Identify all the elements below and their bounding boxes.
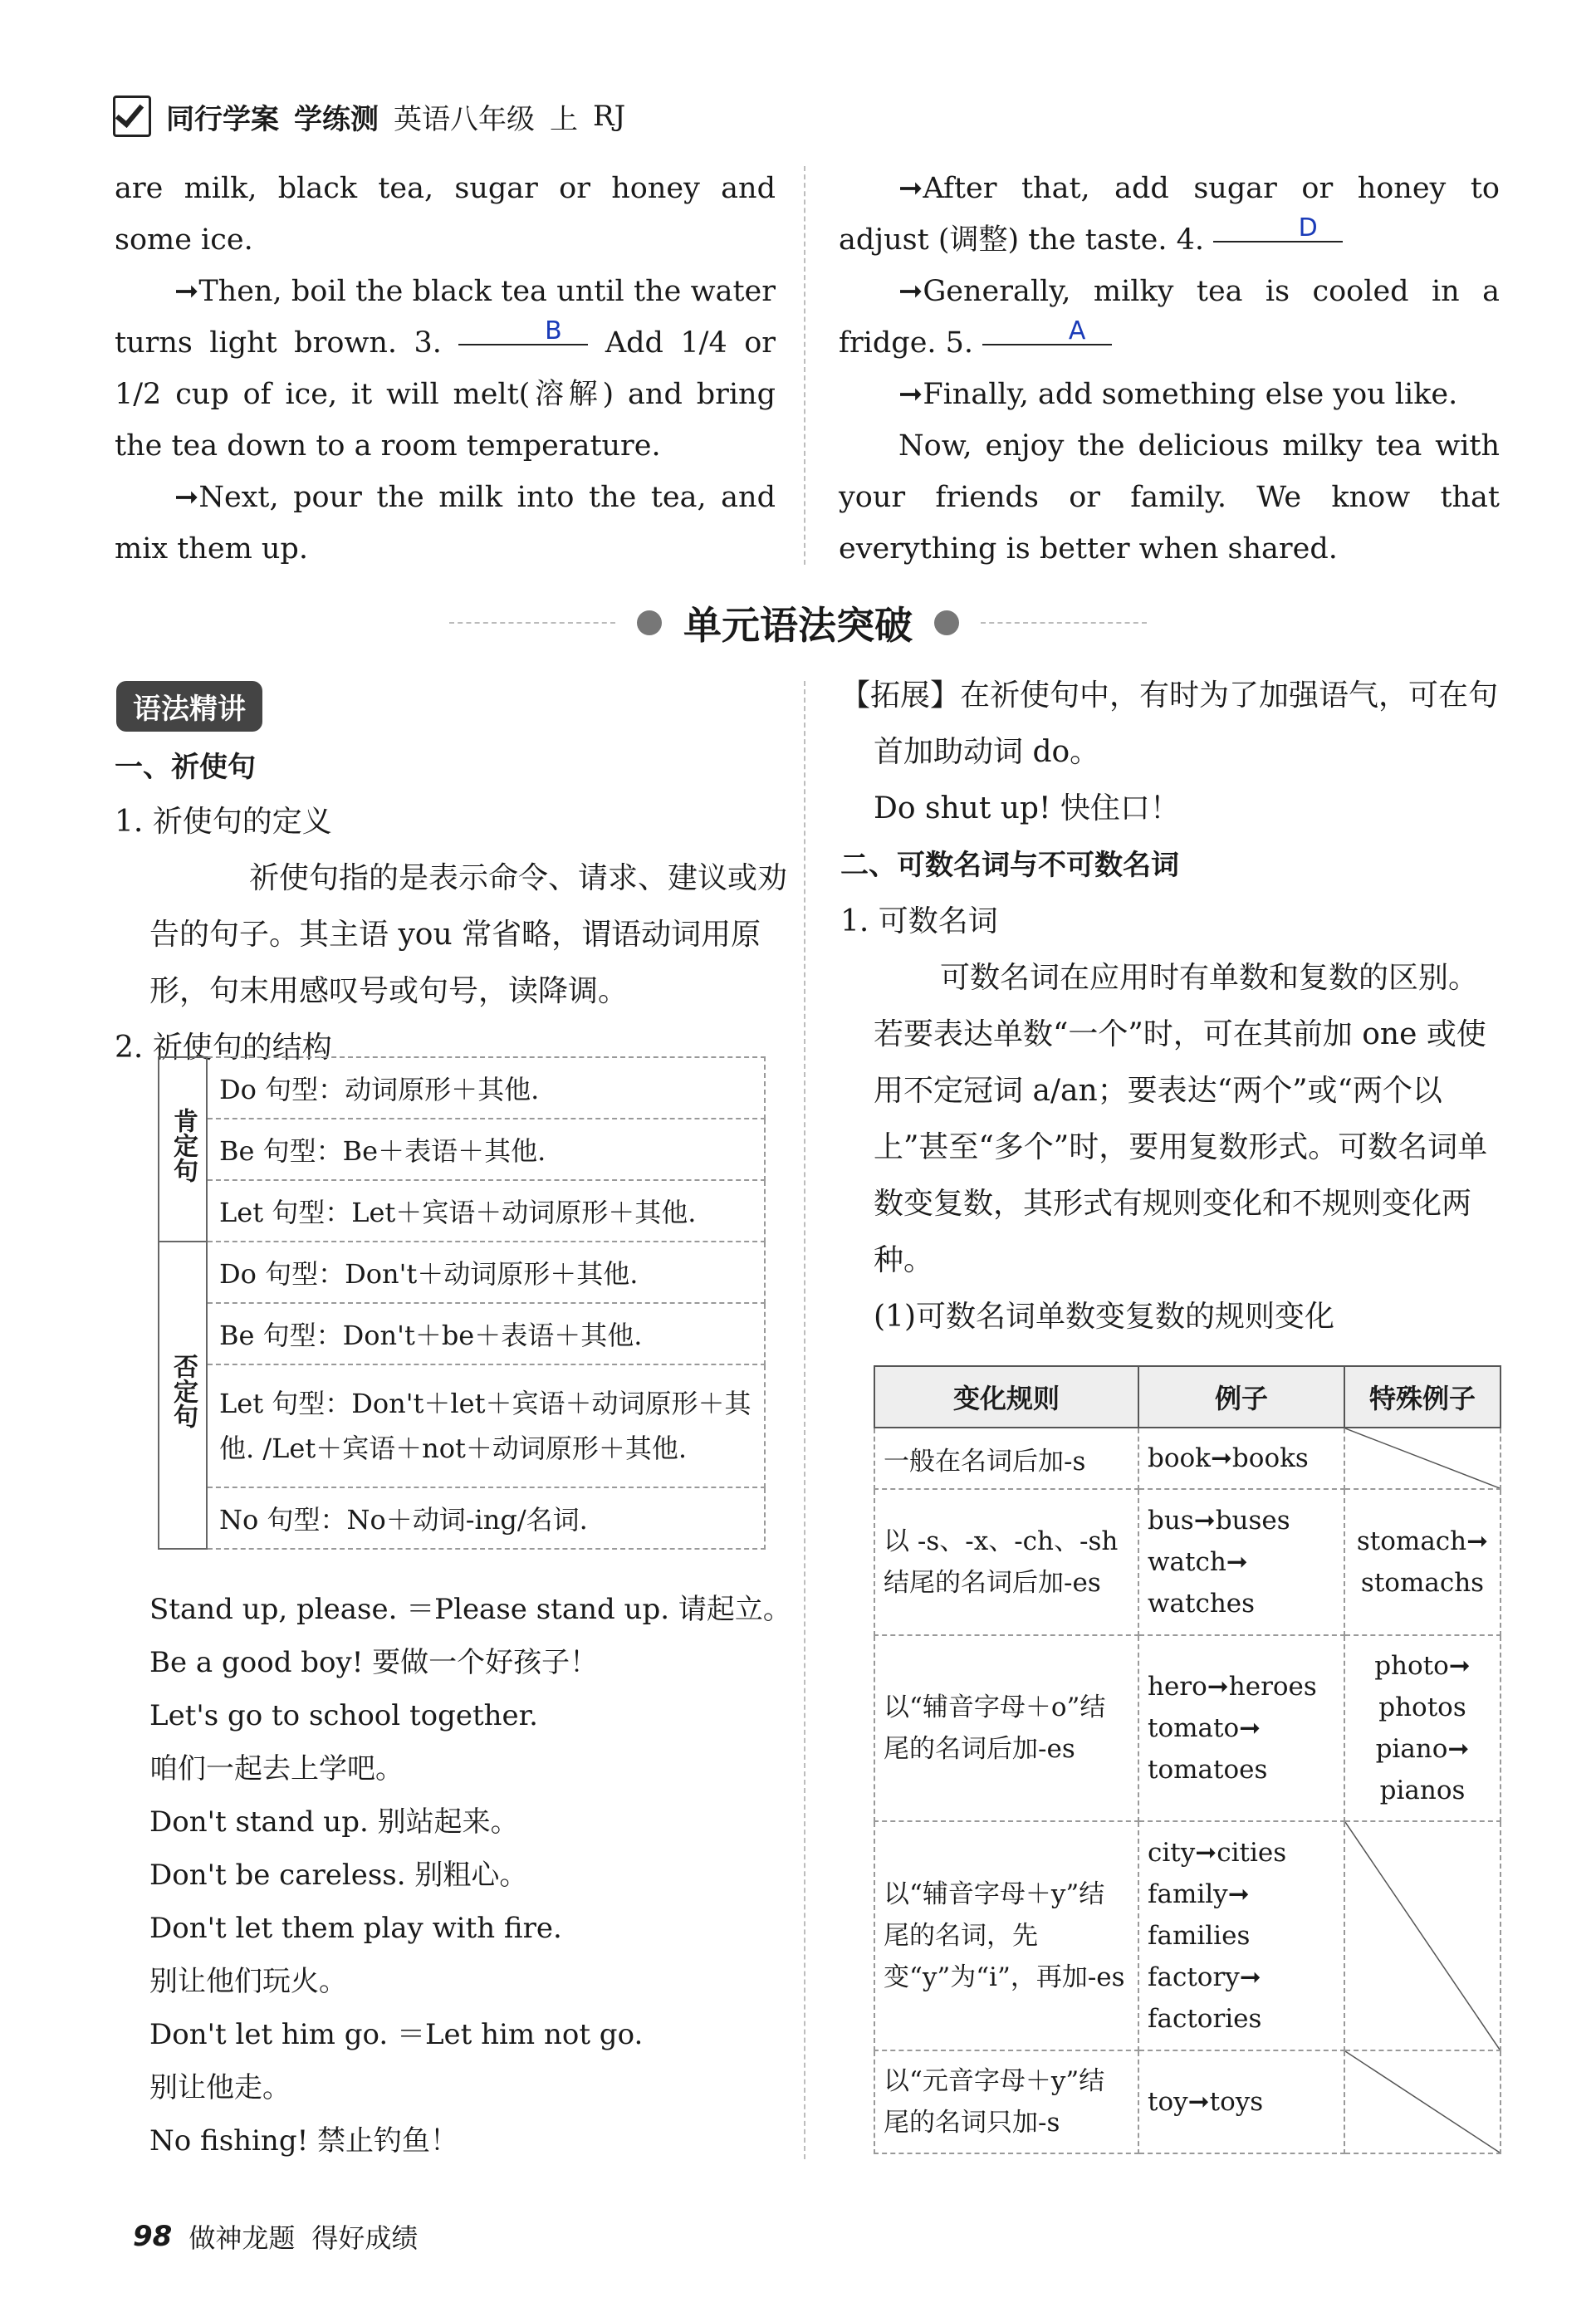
bullet-icon: [934, 610, 959, 635]
example-line: Don't let them play with fire.: [149, 1912, 562, 1945]
page-header: [113, 93, 625, 140]
special-cell: [1344, 1635, 1501, 1821]
example-text: tomato➞: [1148, 1713, 1261, 1743]
definition-text: 祈使句指的是表示命令、请求、建议或劝告的句子。其主语 you 常省略，谓语动词用原形，句末用感叹号或句号，读降调。: [149, 861, 788, 1008]
reading-text: ➞After that, add sugar or honey to adjust (调整) the taste. 4.: [839, 172, 1500, 257]
divider: [981, 622, 1147, 624]
reading-left-column: [115, 163, 776, 575]
table-row: [874, 1428, 1501, 1489]
plural-rules-table: [874, 1365, 1501, 2154]
empty-cell: [1344, 1821, 1501, 2050]
column-header: 变化规则: [874, 1366, 1138, 1428]
page-footer: [133, 2217, 418, 2256]
example-line: Stand up, please. ＝Please stand up. 请起立。: [149, 1593, 791, 1626]
example-line: Don't let him go. ＝Let him not go.: [149, 2018, 644, 2051]
example-line: 别让他走。: [149, 2071, 291, 2104]
section-tag: 语法精讲: [116, 681, 262, 732]
examples-list: [149, 1583, 797, 2168]
series-name: 学练测: [294, 102, 379, 136]
reading-text: Add 1/4 or 1/2 cup of ice, it will melt(溶解) and bring the tea down to a room temperature.: [115, 326, 776, 463]
column-header: 例子: [1138, 1366, 1344, 1428]
rule-cell: 以“辅音字母＋o”结尾的名词后加-es: [874, 1635, 1138, 1821]
subheading: 2. 祈使句的结构: [115, 1031, 332, 1065]
subheading: 1. 可数名词: [840, 904, 998, 938]
example-line: 咱们一起去上学吧。: [149, 1752, 404, 1786]
extension-example: Do shut up! 快住口！: [874, 791, 1180, 825]
diagonal-line: [1345, 1822, 1500, 2050]
example-text: bus➞buses: [1148, 1506, 1290, 1536]
example-line: No fishing! 禁止钓鱼！: [149, 2124, 459, 2158]
reading-line: [115, 266, 776, 472]
example-cell: [1138, 2050, 1344, 2153]
heading-imperative: 一、祈使句: [115, 751, 256, 784]
example-cell: [1138, 1821, 1344, 2050]
example-text: factory➞: [1148, 1962, 1261, 1992]
checkmark-icon: [113, 96, 151, 137]
table-row: [874, 1821, 1501, 2050]
diagonal-line: [1345, 1428, 1500, 1488]
special-cell: [1344, 1489, 1501, 1635]
example-line: Be a good boy! 要做一个好孩子！: [149, 1646, 599, 1679]
example-text: watch➞: [1148, 1547, 1248, 1577]
countable-text: 可数名词在应用时有单数和复数的区别。若要表达单数“一个”时，可在其前加 one 或使用不定冠词 a/an；要表达“两个”或“两个以上”甚至“多个”时，要用复数形式。可数名词单数变复数，其形式有规则变化和不规则变化两种。: [874, 961, 1488, 1277]
example-line: Don't be careless. 别粗心。: [149, 1859, 528, 1892]
example-text: toy➞toys: [1148, 2087, 1264, 2117]
rule-cell: 以 -s、-x、-ch、-sh 结尾的名词后加-es: [874, 1489, 1138, 1635]
example-line: Let's go to school together.: [149, 1699, 538, 1732]
empty-cell: [1344, 1428, 1501, 1489]
example-text: tomatoes: [1148, 1755, 1268, 1785]
table-row: [874, 2050, 1501, 2153]
reading-line: [839, 266, 1500, 369]
section-title: 单元语法突破: [683, 603, 913, 648]
special-text: stomach➞: [1356, 1526, 1489, 1556]
example-text: factories: [1148, 2004, 1262, 2034]
footer-slogan: 做神龙题: [188, 2222, 296, 2254]
table-row: [874, 1489, 1501, 1635]
table-row: [874, 1635, 1501, 1821]
rule-cell: 一般在名词后加-s: [874, 1428, 1138, 1489]
reading-right-column: [839, 163, 1500, 575]
special-text: pianos: [1379, 1776, 1466, 1805]
answer-blank-3[interactable]: B: [458, 319, 588, 345]
bullet-icon: [637, 610, 662, 635]
table-row: No 句型：No＋动词-ing/名词.: [207, 1487, 765, 1549]
grammar-left-column: [115, 741, 796, 1076]
subheading: 1. 祈使句的定义: [115, 805, 332, 839]
volume: 上: [550, 102, 578, 136]
edition: RJ: [593, 100, 626, 133]
reading-line: Now, enjoy the delicious milky tea with your friends or family. We know that everything is better when shared.: [839, 429, 1500, 566]
reading-line: ➞Next, pour the milk into the tea, and mix them up.: [115, 481, 776, 566]
empty-cell: [1344, 2050, 1501, 2153]
example-text: family➞: [1148, 1879, 1250, 1909]
rule-cell: 以“辅音字母＋y”结尾的名词，先变“y”为“i”，再加-es: [874, 1821, 1138, 2050]
rule-cell: 以“元音字母＋y”结尾的名词只加-s: [874, 2050, 1138, 2153]
reading-text: ➞Generally, milky tea is cooled in a fridge. 5.: [839, 275, 1500, 360]
example-cell: [1138, 1489, 1344, 1635]
example-text: city➞cities: [1148, 1838, 1287, 1868]
special-text: photos: [1378, 1692, 1466, 1722]
diagonal-line: [1345, 2051, 1500, 2153]
table-row: Be 句型：Don't＋be＋表语＋其他.: [207, 1303, 765, 1364]
example-cell: [1138, 1428, 1344, 1489]
reading-text: ➞Then, boil the black tea until the water turns light brown. 3.: [115, 275, 776, 360]
extension-note: 【拓展】在祈使句中，有时为了加强语气，可在句首加助动词 do。: [840, 678, 1499, 769]
table-row: Do 句型：Don't＋动词原形＋其他.: [207, 1242, 765, 1303]
example-text: hero➞heroes: [1148, 1672, 1317, 1702]
subject: 英语八年级: [394, 102, 535, 136]
footer-slogan: 得好成绩: [311, 2222, 419, 2254]
reading-line: ➞Finally, add something else you like.: [898, 378, 1458, 411]
example-text: book➞books: [1148, 1443, 1309, 1473]
table-row: Be 句型：Be＋表语＋其他.: [207, 1119, 765, 1180]
column-divider: [804, 681, 805, 2159]
grammar-right-column: [840, 668, 1505, 1345]
answer-blank-4[interactable]: D: [1213, 216, 1343, 242]
special-text: photo➞: [1374, 1651, 1471, 1681]
example-line: Don't stand up. 别站起来。: [149, 1805, 519, 1839]
example-text: watches: [1148, 1589, 1256, 1619]
brand-name: 同行学案: [166, 102, 279, 136]
section-title-bar: [0, 590, 1596, 656]
example-cell: [1138, 1635, 1344, 1821]
divider: [449, 622, 615, 624]
special-text: stomachs: [1360, 1568, 1485, 1598]
reading-line: are milk, black tea, sugar or honey and some ice.: [115, 172, 776, 257]
example-line: 别让他们玩火。: [149, 1965, 347, 1998]
positive-label: 肯定句: [159, 1057, 207, 1242]
imperative-structure-table: [158, 1056, 766, 1550]
table-row: Let 句型：Don't＋let＋宾语＋动词原形＋其他. /Let＋宾语＋not＋动词原形＋其他.: [207, 1364, 765, 1487]
column-header: 特殊例子: [1344, 1366, 1501, 1428]
table-row: Let 句型：Let＋宾语＋动词原形＋其他.: [207, 1180, 765, 1242]
special-text: piano➞: [1375, 1734, 1470, 1764]
table-row: Do 句型：动词原形＋其他.: [207, 1057, 765, 1119]
column-divider: [804, 166, 805, 565]
subheading: (1)可数名词单数变复数的规则变化: [874, 1300, 1334, 1334]
reading-line: [839, 163, 1500, 266]
answer-blank-5[interactable]: A: [982, 319, 1112, 345]
heading-nouns: 二、可数名词与不可数名词: [840, 849, 1179, 882]
negative-label: 否定句: [159, 1242, 207, 1549]
example-text: families: [1148, 1921, 1251, 1951]
page-number: 98: [133, 2220, 173, 2253]
